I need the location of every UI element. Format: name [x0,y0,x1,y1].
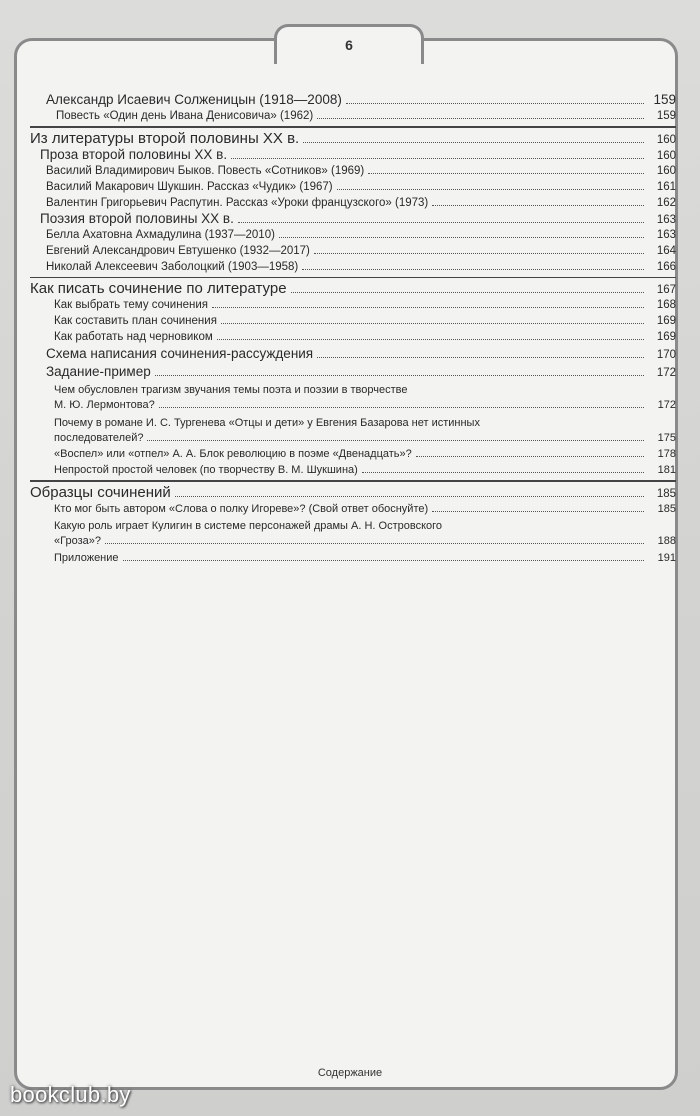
toc-entry-page: 164 [656,244,676,257]
toc-entry[interactable] [30,211,676,227]
dot-leader [217,339,644,340]
toc-entry-page: 159 [653,92,676,107]
toc-entry-page: 167 [656,284,676,296]
dot-leader [317,357,644,358]
dot-leader [279,237,644,238]
toc-entry-title: Кто мог быть автором «Слова о полку Игореве»? (Свой ответ обоснуйте) [54,502,429,515]
toc-entry-title: Евгений Александрович Евтушенко (1932—2017) [46,244,310,257]
page-footer: Содержание [317,1067,383,1079]
toc-entry[interactable] [30,331,676,344]
section-divider [30,277,676,279]
dot-leader [314,253,644,254]
toc-entry-title: Как работать над черновиком [54,331,213,343]
toc-entry-page: 188 [657,534,676,547]
toc-entry-page: 163 [656,228,676,241]
dot-leader [368,173,644,174]
toc-section[interactable] [30,130,676,147]
dot-leader [303,142,644,143]
toc-entry-title: Образцы сочинений [30,483,171,501]
page-number: 6 [274,24,424,64]
toc-entry-page: 160 [656,164,676,177]
dot-leader [432,205,644,206]
dot-leader [416,456,644,457]
toc-entry-page: 169 [656,331,676,343]
toc-entry[interactable] [30,165,676,178]
toc-entry-title: Василий Макарович Шукшин. Рассказ «Чудик» (1967) [46,180,333,193]
toc-entry-title: Проза второй половины XX в. [40,146,228,162]
toc-entry[interactable] [30,299,676,312]
dot-leader [155,375,644,376]
dot-leader [221,323,644,324]
dot-leader [317,118,644,119]
dot-leader [105,543,644,544]
toc-entry-page: 169 [656,315,676,327]
toc-entry[interactable] [30,520,676,548]
toc-entry-title-line1: Чем обусловлен трагизм звучания темы поэта и поэзии в творчестве [54,384,408,396]
toc-entry-title: «Гроза»? [54,534,101,547]
toc-entry-title: Николай Алексеевич Заболоцкий (1903—1958) [46,260,299,273]
toc-entry-title: Как составить план сочинения [54,315,217,327]
watermark: bookclub.by [10,1082,131,1107]
toc-entry-page: 161 [656,180,676,193]
toc-entry-page: 172 [657,399,676,411]
dot-leader [231,158,644,159]
toc-entry-page: 185 [656,487,676,500]
toc-entry[interactable] [30,346,676,362]
toc-entry-title: М. Ю. Лермонтова? [54,399,155,411]
toc-entry[interactable] [30,181,676,194]
toc-entry-title-line1: Какую роль играет Кулигин в системе персонажей драмы А. Н. Островского [54,519,443,532]
toc-entry-title: Схема написания сочинения-рассуждения [46,346,314,361]
toc-entry-page: 170 [656,349,676,361]
toc-entry-page: 178 [657,448,676,460]
section-divider [30,480,676,482]
table-of-contents [30,92,676,565]
toc-entry[interactable] [30,245,676,258]
dot-leader [238,222,644,223]
toc-entry-page: 175 [657,432,676,444]
toc-entry-title: Белла Ахатовна Ахмадулина (1937—2010) [46,228,275,241]
toc-entry[interactable] [30,417,676,445]
dot-leader [362,472,644,473]
dot-leader [302,269,644,270]
toc-entry-page: 166 [656,260,676,273]
toc-entry-page: 159 [656,110,676,122]
toc-entry-title: Александр Исаевич Солженицын (1918—2008) [46,92,342,107]
toc-entry-title: Приложение [54,551,119,564]
dot-leader [175,496,644,497]
toc-entry[interactable] [30,503,676,516]
toc-entry-page: 181 [657,464,676,476]
toc-entry-title: Задание-пример [46,364,151,379]
toc-entry[interactable] [30,464,676,477]
toc-entry-title: Как выбрать тему сочинения [54,299,208,311]
toc-entry-title: Как писать сочинение по литературе [30,280,287,297]
section-divider [30,126,676,128]
dot-leader [147,440,644,441]
toc-entry-title: Из литературы второй половины XX в. [30,129,300,147]
dot-leader [212,307,644,308]
toc-entry[interactable] [30,110,676,123]
toc-entry[interactable] [30,261,676,274]
toc-entry-page: 162 [656,196,676,209]
toc-entry-title: Василий Владимирович Быков. Повесть «Сотников» (1969) [46,164,365,177]
toc-entry[interactable] [30,364,676,380]
toc-entry-page: 163 [656,213,676,226]
toc-entry[interactable] [30,92,676,108]
dot-leader [337,189,644,190]
toc-entry-title: Валентин Григорьевич Распутин. Рассказ «Уроки французского» (1973) [46,196,429,209]
toc-entry-title-line1: Почему в романе И. С. Тургенева «Отцы и дети» у Евгения Базарова нет истинных [54,417,480,429]
toc-entry[interactable] [30,315,676,328]
toc-section[interactable] [30,280,676,297]
toc-entry-page: 191 [657,551,676,564]
toc-entry-page: 160 [656,133,676,146]
dot-leader [346,103,644,104]
toc-section[interactable] [30,484,676,501]
toc-entry-page: 168 [656,299,676,311]
toc-entry-title: «Воспел» или «отпел» А. А. Блок революцию в поэме «Двенадцать»? [54,448,412,460]
toc-entry-page: 172 [656,367,676,379]
toc-entry[interactable] [30,552,676,565]
toc-entry[interactable] [30,229,676,242]
toc-entry[interactable] [30,448,676,461]
dot-leader [291,292,644,293]
toc-entry-page: 160 [656,149,676,162]
dot-leader [432,511,644,512]
toc-entry-title: Поэзия второй половины XX в. [40,210,234,226]
toc-entry-title: Непростой простой человек (по творчеству В. М. Шукшина) [54,464,358,476]
toc-entry-title: Повесть «Один день Ивана Денисовича» (1962) [56,110,314,122]
dot-leader [159,407,644,408]
toc-entry[interactable] [30,147,676,163]
dot-leader [123,560,644,561]
toc-entry[interactable] [30,384,676,412]
toc-entry-title: последователей? [54,432,144,444]
toc-entry[interactable] [30,197,676,210]
toc-entry-page: 185 [657,502,676,515]
